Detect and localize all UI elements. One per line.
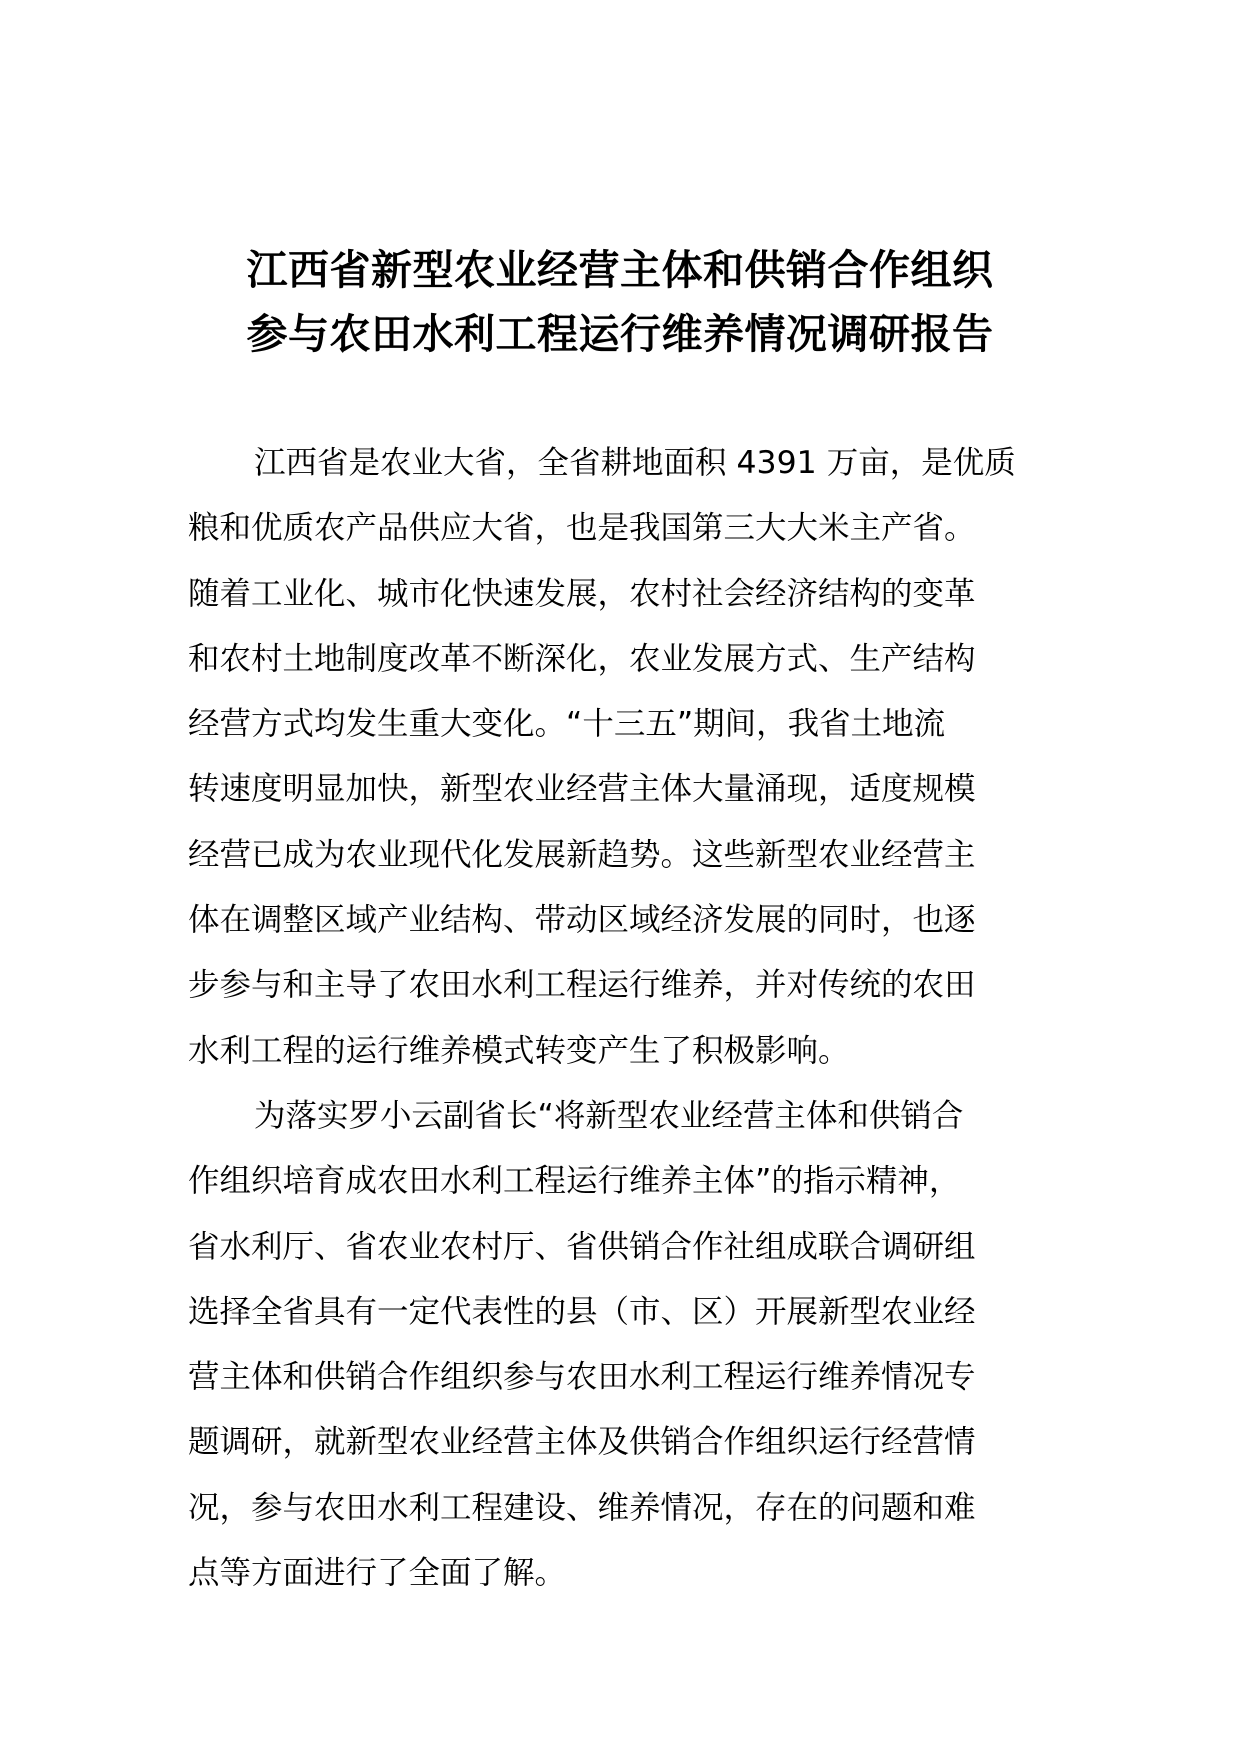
paragraph-2-line-3: 省水利厅、省农业农村厅、省供销合作社组成联合调研组	[188, 1228, 976, 1265]
paragraph-2-line-8: 点等方面进行了全面了解。	[188, 1555, 567, 1592]
paragraph-1-line-2: 粮和优质农产品供应大省，也是我国第三大大米主产省。	[188, 510, 976, 547]
paragraph-1-line-3: 随着工业化、城市化快速发展，农村社会经济结构的变革	[188, 575, 976, 612]
document-title	[150, 238, 1090, 366]
paragraph-2	[188, 1084, 1054, 1606]
title-line-1: 江西省新型农业经营主体和供销合作组织	[246, 246, 994, 294]
document-body	[188, 431, 1054, 1606]
paragraph-1	[188, 431, 1054, 1084]
paragraph-1-line-10: 水利工程的运行维养模式转变产生了积极影响。	[188, 1032, 850, 1069]
paragraph-1-line-6: 转速度明显加快，新型农业经营主体大量涌现，适度规模	[188, 771, 976, 808]
paragraph-1-line-5: 经营方式均发生重大变化。“十三五”期间，我省土地流	[188, 706, 946, 743]
paragraph-1-line-9: 步参与和主导了农田水利工程运行维养，并对传统的农田	[188, 967, 976, 1004]
paragraph-2-line-1: 为落实罗小云副省长“将新型农业经营主体和供销合	[254, 1097, 964, 1134]
paragraph-2-line-6: 题调研，就新型农业经营主体及供销合作组织运行经营情	[188, 1424, 976, 1461]
title-line-2: 参与农田水利工程运行维养情况调研报告	[246, 310, 994, 358]
paragraph-2-line-5: 营主体和供销合作组织参与农田水利工程运行维养情况专	[188, 1359, 976, 1396]
paragraph-1-line-1: 江西省是农业大省，全省耕地面积 4391 万亩，是优质	[254, 445, 1016, 481]
paragraph-1-line-4: 和农村土地制度改革不断深化，农业发展方式、生产结构	[188, 640, 976, 677]
paragraph-2-line-2: 作组织培育成农田水利工程运行维养主体”的指示精神，	[188, 1163, 961, 1200]
paragraph-2-line-7: 况，参与农田水利工程建设、维养情况，存在的问题和难	[188, 1489, 976, 1526]
paragraph-2-line-4: 选择全省具有一定代表性的县（市、区）开展新型农业经	[188, 1293, 976, 1330]
paragraph-1-line-8: 体在调整区域产业结构、带动区域经济发展的同时，也逐	[188, 902, 976, 939]
paragraph-1-line-7: 经营已成为农业现代化发展新趋势。这些新型农业经营主	[188, 836, 976, 873]
